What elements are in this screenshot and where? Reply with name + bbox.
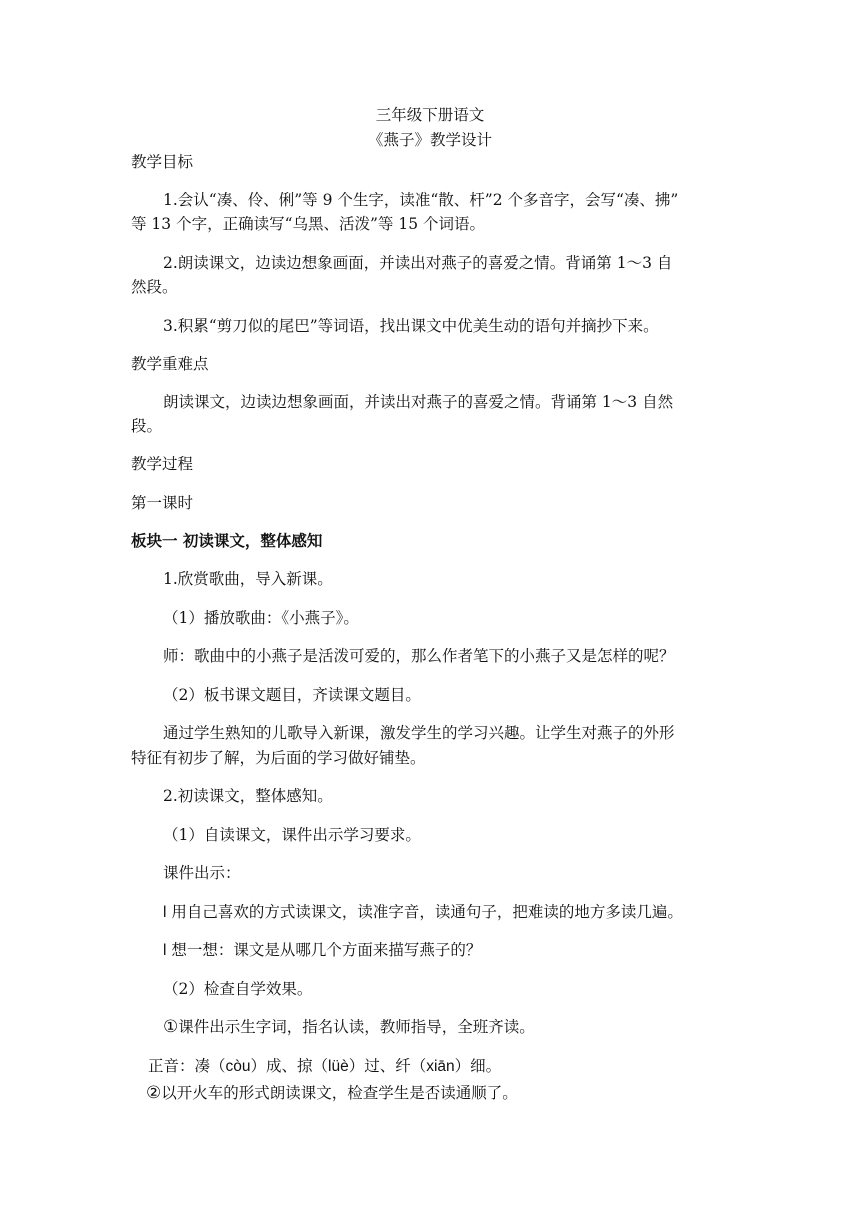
pronunciation-mid1: ）成、掠（ bbox=[250, 1057, 329, 1075]
lesson-1-heading: 第一课时 bbox=[131, 494, 194, 512]
doc-title-line2: 《燕子》教学设计 bbox=[367, 131, 492, 149]
bullet-item-1 bbox=[163, 899, 683, 926]
objective-2-line1: 2.朗读课文，边读边想象画面，并读出对燕子的喜爱之情。背诵第 1～3 自 bbox=[163, 254, 673, 272]
note-line1: 通过学生熟知的儿歌导入新课，激发学生的学习兴趣。让学生对燕子的外形 bbox=[163, 724, 675, 742]
pinyin-xian: xiān bbox=[426, 1058, 455, 1075]
circled-item-1 bbox=[163, 1014, 535, 1040]
key-points-line2: 段。 bbox=[131, 417, 163, 435]
circled-number-2: ② bbox=[146, 1083, 162, 1103]
block-1-heading: 板块一 初读课文，整体感知 bbox=[131, 531, 323, 550]
step-2-2: （2）检查自学效果。 bbox=[163, 980, 313, 998]
objectives-heading: 教学目标 bbox=[131, 153, 194, 171]
circled-item-2 bbox=[146, 1080, 518, 1106]
bullet-item-2 bbox=[163, 937, 481, 964]
pinyin-lue: lüè bbox=[328, 1058, 349, 1075]
step-2: 2.初读课文，整体感知。 bbox=[163, 787, 333, 805]
circled-item-2-text: 以开火车的形式朗读课文，检查学生是否读通顺了。 bbox=[161, 1084, 518, 1102]
objective-2-line2: 然段。 bbox=[131, 278, 178, 296]
courseware-label: 课件出示： bbox=[163, 864, 241, 882]
note-line2: 特征有初步了解，为后面的学习做好铺垫。 bbox=[131, 749, 426, 767]
step-2-1: （1）自读课文，课件出示学习要求。 bbox=[163, 826, 421, 844]
pronunciation-prefix: 正音：凑（ bbox=[148, 1057, 226, 1075]
pronunciation-mid2: ）过、纤（ bbox=[348, 1057, 427, 1075]
objective-1-line1: 1.会认“凑、伶、俐”等 9 个生字，读准“散、杆”2 个多音字，会写“凑、拂” bbox=[163, 191, 679, 209]
objective-1-line2: 等 13 个字，正确读写“乌黑、活泼”等 15 个词语。 bbox=[131, 215, 486, 233]
step-1: 1.欣赏歌曲，导入新课。 bbox=[163, 570, 333, 588]
doc-title-line1: 三年级下册语文 bbox=[375, 106, 485, 124]
key-points-heading: 教学重难点 bbox=[131, 355, 209, 373]
process-heading: 教学过程 bbox=[131, 455, 194, 473]
circled-number-1: ① bbox=[163, 1017, 179, 1037]
circled-item-1-text: 课件出示生字词，指名认读，教师指导，全班齐读。 bbox=[178, 1018, 535, 1036]
objective-3: 3.积累“剪刀似的尾巴”等词语，找出课文中优美生动的语句并摘抄下来。 bbox=[163, 317, 659, 335]
pronunciation-line bbox=[148, 1053, 501, 1080]
teacher-line: 师：歌曲中的小燕子是活泼可爱的，那么作者笔下的小燕子又是怎样的呢？ bbox=[163, 647, 675, 665]
step-1-1: （1）播放歌曲：《小燕子》。 bbox=[163, 609, 359, 627]
pinyin-cou: còu bbox=[225, 1058, 251, 1075]
bullet-marker: l bbox=[163, 904, 167, 921]
step-1-2: （2）板书课文题目，齐读课文题目。 bbox=[163, 686, 421, 704]
bullet-text: 用自己喜欢的方式读课文，读准字音，读通句子，把难读的地方多读几遍。 bbox=[171, 903, 683, 921]
bullet-text: 想一想：课文是从哪几个方面来描写燕子的？ bbox=[171, 941, 482, 959]
key-points-line1: 朗读课文，边读边想象画面，并读出对燕子的喜爱之情。背诵第 1～3 自然 bbox=[163, 393, 674, 411]
pronunciation-suffix: ）细。 bbox=[454, 1057, 502, 1075]
bullet-marker: l bbox=[163, 942, 167, 959]
